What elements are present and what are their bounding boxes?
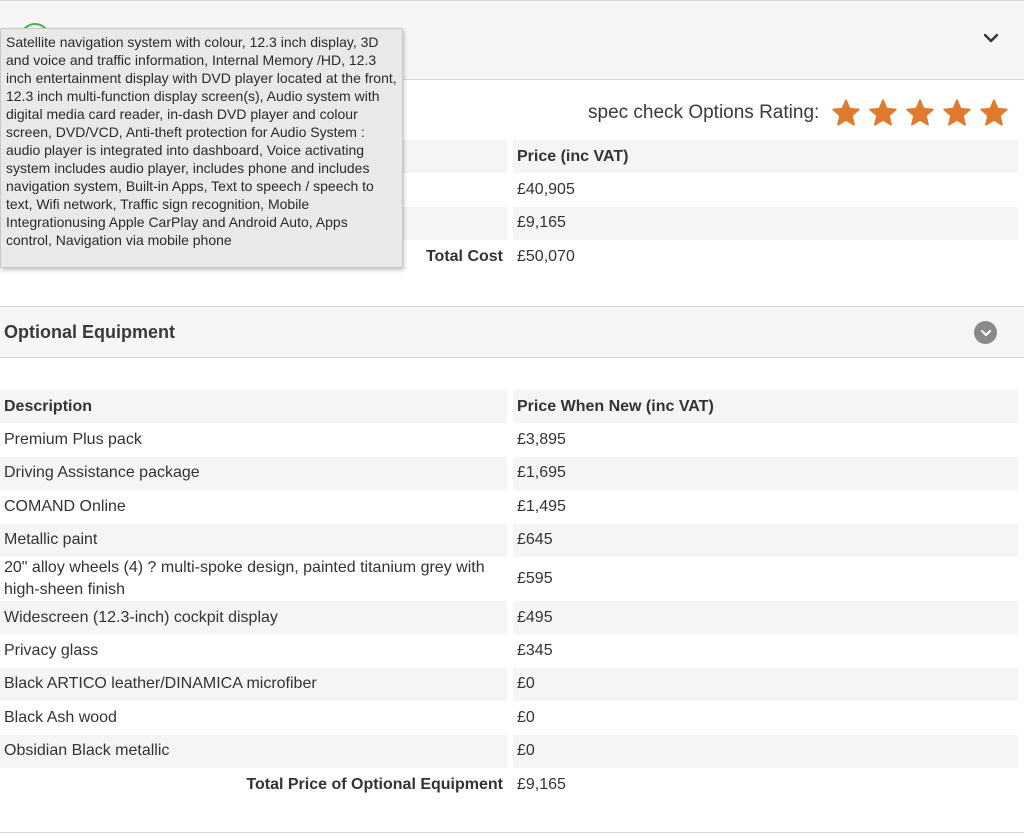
col-price: Price When New (inc VAT) [513, 390, 1018, 423]
section-title: Optional Equipment [4, 322, 175, 342]
row-price: £0 [513, 668, 1018, 701]
optional-total-label: Total Price of Optional Equipment [0, 768, 507, 801]
row-price: £595 [513, 557, 1018, 601]
table-row [0, 423, 1018, 456]
row-description: Privacy glass [0, 634, 507, 667]
chevron-glyph [980, 327, 992, 339]
row-description: Metallic paint [0, 524, 507, 557]
star-icon [831, 98, 861, 128]
row-price: £645 [513, 524, 1018, 557]
table-row [0, 601, 1018, 634]
row-description: Premium Plus pack [0, 423, 507, 456]
rating-stars [831, 98, 1016, 128]
row-price: £345 [513, 634, 1018, 667]
table-row [0, 524, 1018, 557]
star-icon [942, 98, 972, 128]
rating-label: spec check Options Rating: [588, 102, 820, 123]
row-price: £0 [513, 701, 1018, 734]
options-rating [588, 98, 1016, 128]
row-description: Widescreen (12.3-inch) cockpit display [0, 601, 507, 634]
row-description: Driving Assistance package [0, 457, 507, 490]
optional-total-value: £9,165 [513, 768, 1018, 801]
row-description: Black ARTICO leather/DINAMICA microfiber [0, 668, 507, 701]
row-price: £495 [513, 601, 1018, 634]
col-description: Description [0, 390, 507, 423]
optional-equipment-table [0, 390, 1024, 801]
star-icon [868, 98, 898, 128]
table-header [0, 390, 1018, 423]
optional-total-row [0, 768, 1018, 801]
row-description: 20" alloy wheels (4) ? multi-spoke design, painted titanium grey with high-sheen finish [0, 557, 507, 601]
table-row [0, 701, 1018, 734]
divider [0, 832, 1024, 833]
chevron-down-circle-icon[interactable] [974, 321, 997, 344]
chevron-down-icon[interactable] [984, 31, 998, 45]
optional-equipment-header[interactable] [0, 306, 1024, 358]
cost-row-price: £9,165 [513, 207, 1018, 240]
total-cost-value: £50,070 [513, 240, 1018, 273]
row-description: Obsidian Black metallic [0, 735, 507, 768]
cost-row-price: £40,905 [513, 173, 1018, 206]
row-price: £3,895 [513, 423, 1018, 456]
row-price: £1,495 [513, 490, 1018, 523]
table-row [0, 735, 1018, 768]
row-price: £1,695 [513, 457, 1018, 490]
table-row [0, 634, 1018, 667]
star-icon [905, 98, 935, 128]
tooltip: Satellite navigation system with colour, 12.3 inch display, 3D and voice and traffic information, Internal Memory /HD, 12.3 inch entertainment display with DVD player located at the front, 12.3 inch multi-function display screen(s), Audio system with digital media card reader, in-dash DVD player and colour screen, DVD/VCD, Anti-theft protection for Audio System : audio player is integrated into dashboard, Voice activating system includes audio player, includes phone and includes navigation system, Built-in Apps, Text to speech / speech to text, Wifi network, Traffic sign recognition, Mobile Integrationusing Apple CarPlay and Android Auto, Apps control, Navigation via mobile phone [0, 28, 403, 268]
table-row [0, 557, 1018, 601]
cost-header-price: Price (inc VAT) [513, 140, 1018, 173]
row-price: £0 [513, 735, 1018, 768]
total-cost-label: Total Cost [0, 240, 507, 273]
table-row [0, 668, 1018, 701]
row-description: COMAND Online [0, 490, 507, 523]
row-description: Black Ash wood [0, 701, 507, 734]
table-row [0, 457, 1018, 490]
star-icon [979, 98, 1009, 128]
table-row [0, 490, 1018, 523]
